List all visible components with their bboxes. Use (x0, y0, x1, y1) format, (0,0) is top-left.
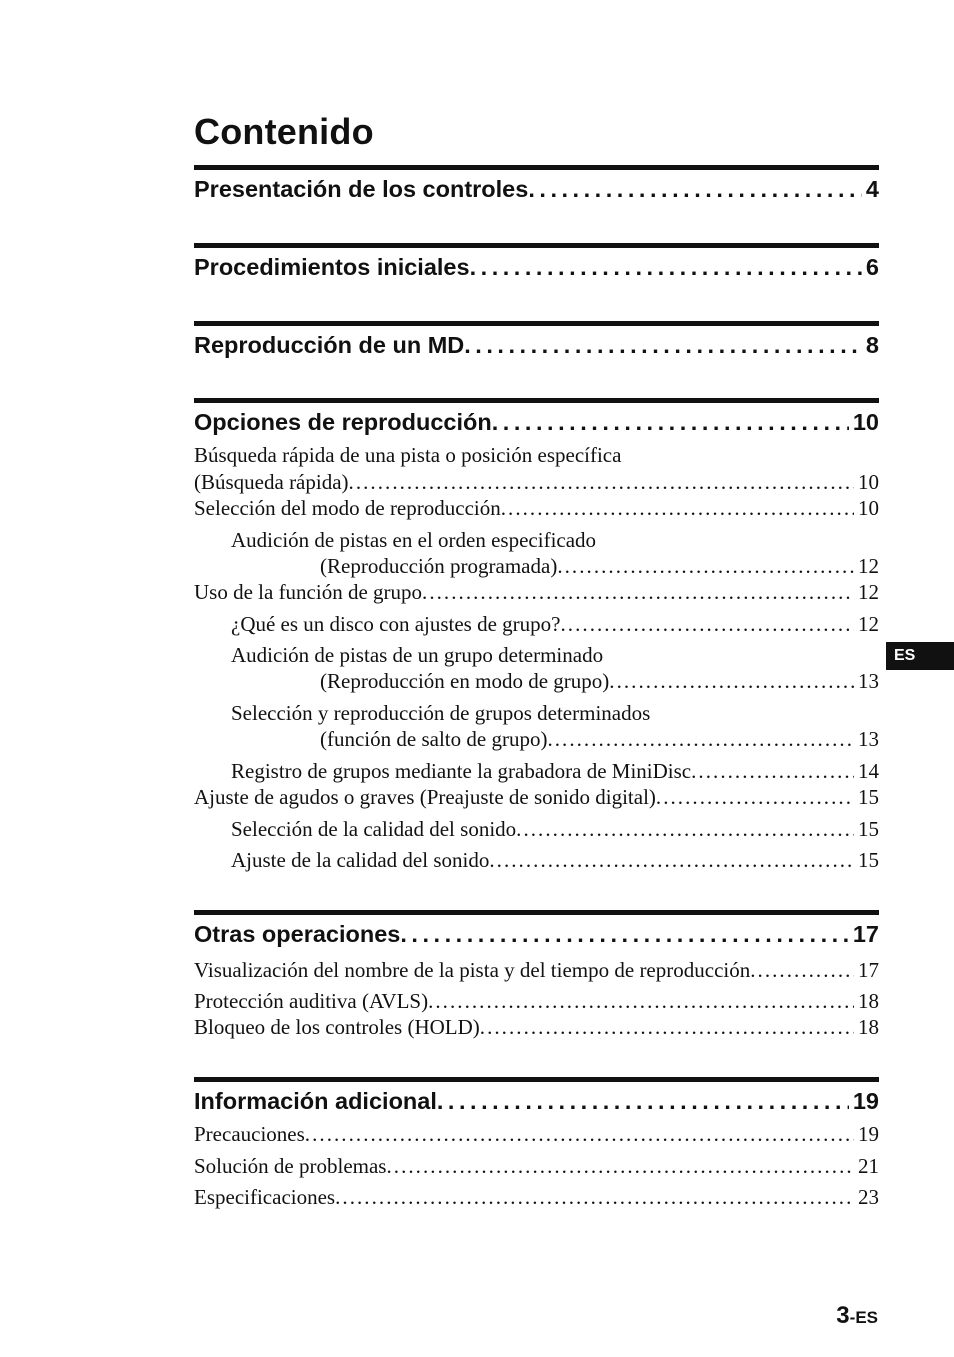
toc-page-number: 10 (858, 470, 879, 494)
toc-page-number: 12 (858, 554, 879, 578)
toc-page-number: 4 (865, 176, 879, 202)
toc-section-controles[interactable] (194, 174, 879, 204)
toc-section-reproduccion[interactable] (194, 330, 879, 360)
toc-page-number: 18 (858, 989, 879, 1013)
toc-page-number: 6 (865, 254, 879, 280)
toc-entry[interactable] (320, 726, 879, 752)
toc-heading: Información adicional (194, 1088, 437, 1114)
dot-leader (400, 919, 849, 949)
toc-section-otras[interactable] (194, 919, 879, 949)
toc-entry-line1: Audición de pistas de un grupo determinado (231, 643, 604, 667)
toc-entry-text: (Reproducción en modo de grupo) (320, 669, 610, 693)
toc-page-number: 12 (858, 612, 879, 636)
dot-leader (335, 1184, 854, 1210)
toc-section-opciones[interactable] (194, 407, 879, 437)
dot-leader (557, 553, 854, 579)
dot-leader (386, 1153, 854, 1179)
dot-leader (349, 469, 854, 495)
section-rule (194, 1077, 879, 1082)
toc-entry-text: Protección auditiva (AVLS) (194, 989, 429, 1013)
dot-leader (464, 330, 862, 360)
toc-entry-text: (función de salto de grupo) (320, 727, 548, 751)
section-rule (194, 243, 879, 248)
dot-leader (470, 252, 862, 282)
toc-page-number: 15 (858, 848, 879, 872)
toc-entry-line1: Selección y reproducción de grupos determinados (231, 701, 651, 725)
page-number-suffix: -ES (849, 1308, 878, 1327)
toc-section-procedimientos[interactable] (194, 252, 879, 282)
toc-entry-line1: Audición de pistas en el orden especificado (231, 528, 597, 552)
toc-page-number: 19 (852, 1088, 879, 1114)
dot-leader (489, 847, 854, 873)
dot-leader (561, 611, 855, 637)
toc-entry-text: Selección de la calidad del sonido (231, 817, 517, 841)
toc-page-number: 13 (858, 727, 879, 751)
toc-entry-line1: Búsqueda rápida de una pista o posición específica (194, 443, 622, 467)
toc-entry[interactable] (231, 611, 879, 637)
toc-entry[interactable] (194, 495, 879, 521)
toc-entry[interactable] (231, 758, 879, 784)
toc-heading: Otras operaciones (194, 921, 401, 947)
toc-entry-text: ¿Qué es un disco con ajustes de grupo? (231, 612, 561, 636)
toc-entry[interactable] (194, 579, 879, 605)
toc-entry-text: Precauciones (194, 1122, 305, 1146)
toc-page-number: 13 (858, 669, 879, 693)
toc-page-number: 12 (858, 580, 879, 604)
toc-page-number: 14 (858, 759, 879, 783)
toc-page-number: 8 (865, 332, 879, 358)
dot-leader (501, 495, 854, 521)
section-rule (194, 165, 879, 170)
toc-entry-text: Visualización del nombre de la pista y del tiempo de reproducción (194, 958, 751, 982)
dot-leader (750, 957, 854, 983)
toc-entry-text: Registro de grupos mediante la grabadora de MiniDisc (231, 759, 692, 783)
page-number (836, 1302, 878, 1330)
toc-entry[interactable] (320, 553, 879, 579)
toc-entry[interactable] (194, 1014, 879, 1040)
toc-page-number: 19 (858, 1122, 879, 1146)
toc-entry-text: Solución de problemas (194, 1154, 387, 1178)
section-rule (194, 321, 879, 326)
toc-entry[interactable] (231, 816, 879, 842)
toc-page-number: 15 (858, 785, 879, 809)
toc-page-number: 21 (858, 1154, 879, 1178)
dot-leader (516, 816, 854, 842)
toc-page-number: 23 (858, 1185, 879, 1209)
page-number-value: 3 (836, 1302, 850, 1329)
dot-leader (480, 1014, 854, 1040)
toc-entry[interactable] (194, 957, 879, 983)
dot-leader (656, 784, 854, 810)
toc-entry-text: (Reproducción programada) (320, 554, 558, 578)
toc-entry[interactable] (231, 847, 879, 873)
dot-leader (492, 407, 849, 437)
toc-entry-text: (Búsqueda rápida) (194, 470, 349, 494)
toc-entry[interactable] (194, 784, 879, 810)
dot-leader (691, 758, 854, 784)
toc-page-number: 18 (858, 1015, 879, 1039)
dot-leader (609, 668, 854, 694)
dot-leader (547, 726, 854, 752)
toc-entry[interactable] (320, 668, 879, 694)
section-rule (194, 398, 879, 403)
toc-heading: Presentación de los controles (194, 176, 529, 202)
toc-entry[interactable] (194, 1121, 879, 1147)
toc-page-number: 10 (852, 409, 879, 435)
toc-page-number: 10 (858, 496, 879, 520)
dot-leader (422, 579, 854, 605)
toc-page-number: 17 (858, 958, 879, 982)
dot-leader (428, 988, 854, 1014)
language-tab: ES (886, 642, 954, 670)
toc-entry-text: Selección del modo de reproducción (194, 496, 501, 520)
toc-entry-text: Ajuste de agudos o graves (Preajuste de sonido digital) (194, 785, 656, 809)
dot-leader (437, 1086, 849, 1116)
toc-entry[interactable] (194, 1153, 879, 1179)
toc-entry[interactable] (194, 1184, 879, 1210)
dot-leader (305, 1121, 854, 1147)
toc-entry[interactable] (194, 469, 879, 495)
toc-entry-text: Bloqueo de los controles (HOLD) (194, 1015, 480, 1039)
toc-page-number: 15 (858, 817, 879, 841)
page-title: Contenido (194, 111, 374, 153)
section-rule (194, 910, 879, 915)
toc-page-number: 17 (852, 921, 879, 947)
toc-entry-text: Especificaciones (194, 1185, 336, 1209)
toc-heading: Reproducción de un MD (194, 332, 465, 358)
toc-entry[interactable] (194, 988, 879, 1014)
toc-heading: Opciones de reproducción (194, 409, 492, 435)
toc-section-informacion[interactable] (194, 1086, 879, 1116)
dot-leader (528, 174, 862, 204)
toc-heading: Procedimientos iniciales (194, 254, 470, 280)
toc-entry-text: Ajuste de la calidad del sonido (231, 848, 490, 872)
toc-entry-text: Uso de la función de grupo (194, 580, 423, 604)
